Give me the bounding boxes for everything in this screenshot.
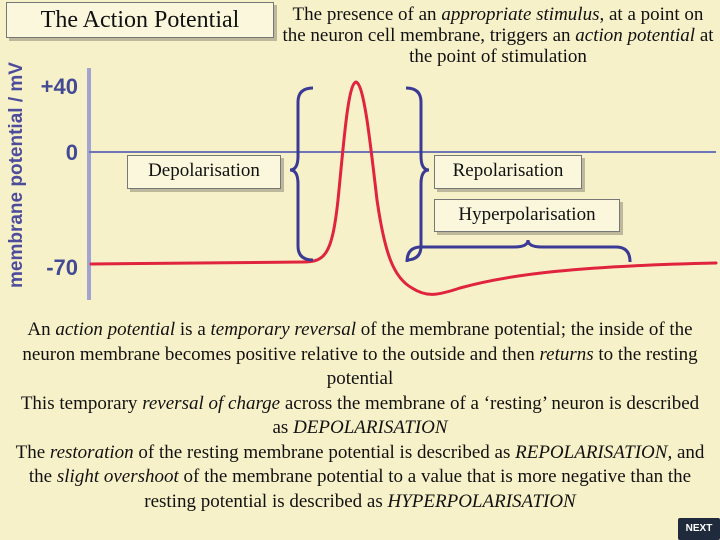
repolarisation-brace <box>406 88 429 260</box>
page-title: The Action Potential <box>6 2 274 38</box>
hyperpolarisation-label: Hyperpolarisation <box>434 199 620 232</box>
intro-text: The presence of an appropriate stimulus, at a point on the neuron cell membrane, triggers an action potential at the point of stimulation <box>282 4 714 67</box>
repolarisation-label: Repolarisation <box>434 155 582 189</box>
depolarisation-label: Depolarisation <box>127 155 281 189</box>
explanation-paragraph: The restoration of the resting membrane potential is described as REPOLARISATION, and the slight overshoot of the membrane potential to a value that is more negative than the resting potential is described as HYPERPOLARISATION <box>15 441 705 512</box>
depolarisation-brace <box>290 88 313 260</box>
hyperpolarisation-brace <box>407 240 630 262</box>
tick-minus-70: -70 <box>46 255 78 280</box>
tick-zero: 0 <box>65 140 78 165</box>
explanation-paragraph: An action potential is a temporary reversal of the membrane potential; the inside of the neuron membrane becomes positive relative to the outside and then returns to the resting potential <box>22 319 698 389</box>
tick-plus-40: +40 <box>40 74 78 99</box>
explanation-text <box>12 318 708 514</box>
next-button[interactable]: NEXT <box>678 518 720 540</box>
explanation-paragraph: This temporary reversal of charge across the membrane of a ‘resting’ neuron is described as DEPOLARISATION <box>20 392 700 438</box>
y-axis-label: membrane potential / mV <box>6 62 27 288</box>
